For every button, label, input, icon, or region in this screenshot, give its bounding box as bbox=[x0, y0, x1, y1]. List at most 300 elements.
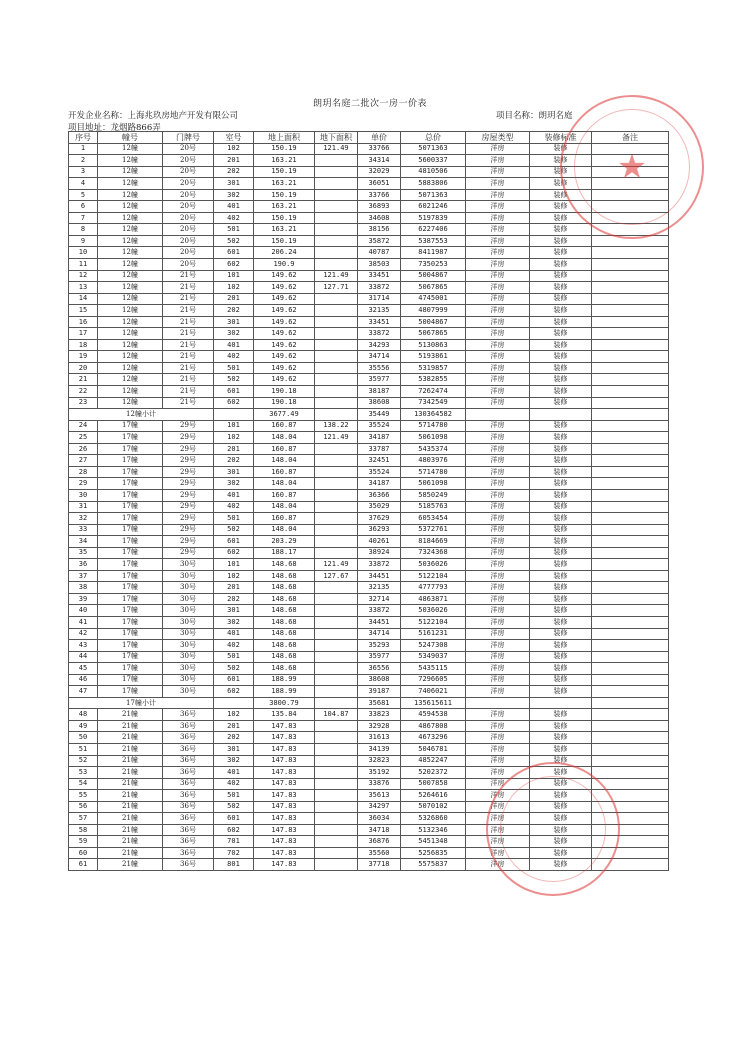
table-cell: 装修 bbox=[530, 362, 592, 374]
table-cell: 148.04 bbox=[254, 432, 315, 444]
table-cell: 36号 bbox=[163, 859, 214, 871]
table-cell bbox=[315, 720, 358, 732]
table-cell: 56 bbox=[69, 801, 98, 813]
table-cell: 21幢 bbox=[98, 767, 163, 779]
table-cell: 401 bbox=[214, 767, 254, 779]
table-cell: 洋房 bbox=[466, 720, 530, 732]
header-cell: 室号 bbox=[214, 132, 254, 144]
table-row bbox=[69, 674, 669, 686]
table-cell: 21幢 bbox=[98, 720, 163, 732]
table-cell bbox=[315, 351, 358, 363]
table-cell: 洋房 bbox=[466, 224, 530, 236]
table-cell bbox=[315, 755, 358, 767]
table-row bbox=[69, 663, 669, 675]
table-cell bbox=[592, 443, 669, 455]
table-cell: 17幢 bbox=[98, 443, 163, 455]
table-cell: 5007858 bbox=[401, 778, 466, 790]
subtotal-cell: 3677.49 bbox=[254, 409, 315, 421]
table-cell bbox=[315, 501, 358, 513]
table-cell: 5575837 bbox=[401, 859, 466, 871]
table-cell: 55 bbox=[69, 790, 98, 802]
table-cell: 57 bbox=[69, 813, 98, 825]
table-cell: 35029 bbox=[358, 501, 401, 513]
table-cell: 147.83 bbox=[254, 847, 315, 859]
table-cell: 洋房 bbox=[466, 166, 530, 178]
table-cell: 装修 bbox=[530, 224, 592, 236]
table-cell: 38924 bbox=[358, 547, 401, 559]
table-cell: 12幢 bbox=[98, 339, 163, 351]
table-cell: 402 bbox=[214, 212, 254, 224]
table-cell: 5185763 bbox=[401, 501, 466, 513]
table-cell: 5435115 bbox=[401, 663, 466, 675]
table-row bbox=[69, 536, 669, 548]
table-cell: 147.83 bbox=[254, 755, 315, 767]
table-cell: 36556 bbox=[358, 663, 401, 675]
table-cell: 36051 bbox=[358, 178, 401, 190]
subtotal-row bbox=[69, 409, 669, 421]
table-cell: 36号 bbox=[163, 732, 214, 744]
table-cell: 4867808 bbox=[401, 720, 466, 732]
table-cell: 147.83 bbox=[254, 720, 315, 732]
table-cell: 洋房 bbox=[466, 790, 530, 802]
table-cell: 12幢 bbox=[98, 397, 163, 409]
table-cell: 装修 bbox=[530, 270, 592, 282]
table-cell: 601 bbox=[214, 674, 254, 686]
table-cell: 装修 bbox=[530, 443, 592, 455]
table-cell: 12幢 bbox=[98, 305, 163, 317]
table-cell bbox=[592, 362, 669, 374]
table-cell bbox=[315, 767, 358, 779]
table-cell bbox=[315, 397, 358, 409]
table-cell bbox=[315, 778, 358, 790]
table-cell: 36号 bbox=[163, 709, 214, 721]
table-cell: 29号 bbox=[163, 547, 214, 559]
table-row bbox=[69, 767, 669, 779]
table-cell: 12幢 bbox=[98, 166, 163, 178]
table-cell: 31 bbox=[69, 501, 98, 513]
table-cell: 5070102 bbox=[401, 801, 466, 813]
table-cell: 装修 bbox=[530, 813, 592, 825]
table-cell bbox=[315, 201, 358, 213]
table-cell: 21幢 bbox=[98, 755, 163, 767]
table-cell: 12幢 bbox=[98, 386, 163, 398]
table-cell: 洋房 bbox=[466, 663, 530, 675]
table-cell: 5130863 bbox=[401, 339, 466, 351]
table-cell bbox=[315, 847, 358, 859]
table-cell: 洋房 bbox=[466, 547, 530, 559]
table-cell: 5071363 bbox=[401, 189, 466, 201]
table-cell: 5122104 bbox=[401, 616, 466, 628]
table-cell: 160.87 bbox=[254, 513, 315, 525]
table-cell: 21幢 bbox=[98, 836, 163, 848]
table-cell: 洋房 bbox=[466, 559, 530, 571]
table-cell: 17 bbox=[69, 328, 98, 340]
table-cell: 101 bbox=[214, 559, 254, 571]
table-cell: 401 bbox=[214, 489, 254, 501]
table-cell: 14 bbox=[69, 293, 98, 305]
header-cell: 备注 bbox=[592, 132, 669, 144]
table-cell bbox=[315, 166, 358, 178]
table-cell: 20号 bbox=[163, 259, 214, 271]
subtotal-cell: 35449 bbox=[358, 409, 401, 421]
table-cell: 33823 bbox=[358, 709, 401, 721]
table-cell bbox=[592, 489, 669, 501]
table-cell: 装修 bbox=[530, 201, 592, 213]
table-cell: 2 bbox=[69, 155, 98, 167]
subtotal-cell: 35681 bbox=[358, 697, 401, 709]
table-cell: 35524 bbox=[358, 466, 401, 478]
header-cell: 总价 bbox=[401, 132, 466, 144]
table-cell: 17幢 bbox=[98, 420, 163, 432]
table-cell bbox=[592, 570, 669, 582]
table-cell: 301 bbox=[214, 466, 254, 478]
table-cell: 5435374 bbox=[401, 443, 466, 455]
table-cell: 102 bbox=[214, 570, 254, 582]
table-cell bbox=[592, 420, 669, 432]
table-cell: 36号 bbox=[163, 743, 214, 755]
table-cell: 148.04 bbox=[254, 455, 315, 467]
table-cell: 装修 bbox=[530, 720, 592, 732]
table-cell: 147.83 bbox=[254, 743, 315, 755]
table-cell: 36293 bbox=[358, 524, 401, 536]
table-cell: 17幢 bbox=[98, 663, 163, 675]
table-cell: 洋房 bbox=[466, 605, 530, 617]
table-cell: 121.49 bbox=[315, 559, 358, 571]
table-cell: 20 bbox=[69, 362, 98, 374]
table-cell bbox=[315, 651, 358, 663]
table-cell: 17幢 bbox=[98, 466, 163, 478]
table-cell: 25 bbox=[69, 432, 98, 444]
table-cell: 7262474 bbox=[401, 386, 466, 398]
table-cell: 32928 bbox=[358, 720, 401, 732]
table-cell: 127.71 bbox=[315, 282, 358, 294]
table-cell: 21幢 bbox=[98, 709, 163, 721]
table-cell: 5036026 bbox=[401, 605, 466, 617]
table-cell: 装修 bbox=[530, 420, 592, 432]
table-cell: 150.19 bbox=[254, 235, 315, 247]
table-cell: 装修 bbox=[530, 547, 592, 559]
table-cell: 206.24 bbox=[254, 247, 315, 259]
table-cell bbox=[592, 824, 669, 836]
table-cell: 602 bbox=[214, 547, 254, 559]
table-cell: 装修 bbox=[530, 732, 592, 744]
table-cell: 12幢 bbox=[98, 282, 163, 294]
table-cell: 148.68 bbox=[254, 628, 315, 640]
table-cell: 12幢 bbox=[98, 189, 163, 201]
table-cell: 装修 bbox=[530, 386, 592, 398]
table-cell: 7296605 bbox=[401, 674, 466, 686]
table-cell: 602 bbox=[214, 397, 254, 409]
table-cell: 32029 bbox=[358, 166, 401, 178]
table-cell: 5202372 bbox=[401, 767, 466, 779]
table-cell: 8184669 bbox=[401, 536, 466, 548]
table-cell: 4777793 bbox=[401, 582, 466, 594]
table-cell: 5382855 bbox=[401, 374, 466, 386]
table-cell: 190.18 bbox=[254, 386, 315, 398]
table-cell bbox=[592, 559, 669, 571]
table-cell: 101 bbox=[214, 420, 254, 432]
table-cell bbox=[592, 743, 669, 755]
table-row bbox=[69, 224, 669, 236]
table-cell bbox=[592, 293, 669, 305]
table-cell: 洋房 bbox=[466, 328, 530, 340]
table-cell: 30号 bbox=[163, 559, 214, 571]
table-cell bbox=[315, 686, 358, 698]
table-cell: 洋房 bbox=[466, 443, 530, 455]
subtotal-cell: 12幢小计 bbox=[69, 409, 214, 421]
table-cell: 150.19 bbox=[254, 143, 315, 155]
table-cell: 装修 bbox=[530, 189, 592, 201]
table-cell: 21 bbox=[69, 374, 98, 386]
table-cell bbox=[592, 524, 669, 536]
table-cell bbox=[315, 547, 358, 559]
table-cell bbox=[592, 166, 669, 178]
table-cell bbox=[592, 801, 669, 813]
header-cell: 单价 bbox=[358, 132, 401, 144]
table-cell: 21号 bbox=[163, 293, 214, 305]
table-cell: 31613 bbox=[358, 732, 401, 744]
table-cell: 53 bbox=[69, 767, 98, 779]
table-cell: 17幢 bbox=[98, 559, 163, 571]
table-cell bbox=[592, 235, 669, 247]
table-cell: 9 bbox=[69, 235, 98, 247]
table-cell bbox=[315, 443, 358, 455]
table-cell: 洋房 bbox=[466, 513, 530, 525]
table-cell: 21号 bbox=[163, 316, 214, 328]
header-cell: 序号 bbox=[69, 132, 98, 144]
table-cell: 12幢 bbox=[98, 143, 163, 155]
table-cell: 38 bbox=[69, 582, 98, 594]
table-cell: 35613 bbox=[358, 790, 401, 802]
table-cell: 5247308 bbox=[401, 640, 466, 652]
table-cell: 21幢 bbox=[98, 813, 163, 825]
table-cell: 148.68 bbox=[254, 570, 315, 582]
table-cell: 17幢 bbox=[98, 570, 163, 582]
table-row bbox=[69, 212, 669, 224]
table-cell bbox=[315, 593, 358, 605]
table-cell: 洋房 bbox=[466, 432, 530, 444]
table-cell: 21幢 bbox=[98, 801, 163, 813]
table-cell: 10 bbox=[69, 247, 98, 259]
table-cell: 装修 bbox=[530, 616, 592, 628]
table-cell: 洋房 bbox=[466, 201, 530, 213]
table-cell: 洋房 bbox=[466, 455, 530, 467]
table-cell: 701 bbox=[214, 836, 254, 848]
table-cell bbox=[592, 778, 669, 790]
table-cell: 602 bbox=[214, 686, 254, 698]
table-cell: 洋房 bbox=[466, 767, 530, 779]
table-cell: 装修 bbox=[530, 155, 592, 167]
table-row bbox=[69, 293, 669, 305]
table-cell bbox=[592, 178, 669, 190]
table-cell: 5 bbox=[69, 189, 98, 201]
table-cell bbox=[592, 316, 669, 328]
table-cell: 洋房 bbox=[466, 466, 530, 478]
table-cell: 33 bbox=[69, 524, 98, 536]
table-cell: 121.49 bbox=[315, 270, 358, 282]
table-cell: 6021246 bbox=[401, 201, 466, 213]
table-cell bbox=[315, 836, 358, 848]
table-cell: 5372761 bbox=[401, 524, 466, 536]
table-row bbox=[69, 559, 669, 571]
table-cell: 4594538 bbox=[401, 709, 466, 721]
table-cell bbox=[315, 178, 358, 190]
table-cell: 21号 bbox=[163, 397, 214, 409]
table-cell: 36号 bbox=[163, 824, 214, 836]
table-row bbox=[69, 432, 669, 444]
table-cell: 30 bbox=[69, 489, 98, 501]
table-cell: 33451 bbox=[358, 316, 401, 328]
table-cell: 201 bbox=[214, 720, 254, 732]
table-cell: 32 bbox=[69, 513, 98, 525]
table-cell: 34187 bbox=[358, 432, 401, 444]
table-cell: 36893 bbox=[358, 201, 401, 213]
table-cell bbox=[592, 859, 669, 871]
table-cell: 40 bbox=[69, 605, 98, 617]
table-cell: 5451348 bbox=[401, 836, 466, 848]
table-cell bbox=[592, 351, 669, 363]
table-cell: 5122104 bbox=[401, 570, 466, 582]
table-row bbox=[69, 790, 669, 802]
table-cell bbox=[592, 836, 669, 848]
table-cell: 201 bbox=[214, 155, 254, 167]
table-cell: 163.21 bbox=[254, 224, 315, 236]
table-cell bbox=[592, 386, 669, 398]
table-cell: 1 bbox=[69, 143, 98, 155]
table-cell bbox=[592, 732, 669, 744]
table-cell bbox=[592, 259, 669, 271]
table-cell: 5061098 bbox=[401, 432, 466, 444]
table-cell: 201 bbox=[214, 443, 254, 455]
table-cell: 127.67 bbox=[315, 570, 358, 582]
table-cell: 洋房 bbox=[466, 743, 530, 755]
table-cell bbox=[315, 189, 358, 201]
table-cell: 装修 bbox=[530, 351, 592, 363]
table-cell: 30号 bbox=[163, 570, 214, 582]
subtotal-cell bbox=[466, 697, 530, 709]
table-row bbox=[69, 351, 669, 363]
table-row bbox=[69, 801, 669, 813]
project-name-line: 项目名称：朗玥名庭 bbox=[496, 111, 573, 121]
table-cell: 188.99 bbox=[254, 686, 315, 698]
table-row bbox=[69, 720, 669, 732]
table-cell: 装修 bbox=[530, 293, 592, 305]
table-row bbox=[69, 547, 669, 559]
table-cell bbox=[592, 720, 669, 732]
table-cell: 188.99 bbox=[254, 674, 315, 686]
table-cell bbox=[315, 455, 358, 467]
header-cell: 地下面积 bbox=[315, 132, 358, 144]
table-cell: 35977 bbox=[358, 374, 401, 386]
table-cell: 12幢 bbox=[98, 316, 163, 328]
table-cell: 洋房 bbox=[466, 178, 530, 190]
table-cell bbox=[592, 432, 669, 444]
subtotal-cell: 130364582 bbox=[401, 409, 466, 421]
table-cell bbox=[592, 616, 669, 628]
table-cell: 147.83 bbox=[254, 836, 315, 848]
table-cell: 502 bbox=[214, 663, 254, 675]
table-cell: 33876 bbox=[358, 778, 401, 790]
table-cell: 148.04 bbox=[254, 524, 315, 536]
table-cell: 20号 bbox=[163, 143, 214, 155]
table-cell: 洋房 bbox=[466, 478, 530, 490]
table-cell: 18 bbox=[69, 339, 98, 351]
table-cell: 装修 bbox=[530, 466, 592, 478]
table-cell: 150.19 bbox=[254, 166, 315, 178]
table-cell: 147.83 bbox=[254, 778, 315, 790]
table-cell: 147.83 bbox=[254, 813, 315, 825]
table-cell: 40787 bbox=[358, 247, 401, 259]
table-cell: 302 bbox=[214, 755, 254, 767]
table-cell: 44 bbox=[69, 651, 98, 663]
table-cell bbox=[315, 640, 358, 652]
table-cell: 29号 bbox=[163, 524, 214, 536]
table-cell: 装修 bbox=[530, 559, 592, 571]
table-cell: 35192 bbox=[358, 767, 401, 779]
table-cell: 301 bbox=[214, 605, 254, 617]
table-cell: 104.87 bbox=[315, 709, 358, 721]
table-cell: 4803976 bbox=[401, 455, 466, 467]
table-row bbox=[69, 339, 669, 351]
table-cell: 30号 bbox=[163, 674, 214, 686]
table-cell: 138.22 bbox=[315, 420, 358, 432]
table-cell bbox=[592, 582, 669, 594]
table-cell bbox=[592, 270, 669, 282]
table-cell: 12幢 bbox=[98, 155, 163, 167]
table-cell: 洋房 bbox=[466, 501, 530, 513]
table-cell: 54 bbox=[69, 778, 98, 790]
table-cell: 5264616 bbox=[401, 790, 466, 802]
table-cell: 30号 bbox=[163, 651, 214, 663]
table-cell: 装修 bbox=[530, 582, 592, 594]
table-cell: 34608 bbox=[358, 212, 401, 224]
table-cell: 装修 bbox=[530, 859, 592, 871]
table-cell: 38156 bbox=[358, 224, 401, 236]
table-cell: 149.62 bbox=[254, 282, 315, 294]
table-cell: 5714780 bbox=[401, 420, 466, 432]
table-cell: 洋房 bbox=[466, 582, 530, 594]
table-cell: 35 bbox=[69, 547, 98, 559]
table-cell bbox=[315, 466, 358, 478]
table-cell: 洋房 bbox=[466, 628, 530, 640]
table-cell: 502 bbox=[214, 524, 254, 536]
table-cell: 装修 bbox=[530, 259, 592, 271]
table-cell bbox=[592, 282, 669, 294]
table-cell: 34714 bbox=[358, 351, 401, 363]
table-row bbox=[69, 328, 669, 340]
table-cell: 36号 bbox=[163, 836, 214, 848]
table-cell: 148.68 bbox=[254, 616, 315, 628]
table-row bbox=[69, 824, 669, 836]
table-cell: 20号 bbox=[163, 155, 214, 167]
table-cell: 30号 bbox=[163, 628, 214, 640]
table-cell: 149.62 bbox=[254, 374, 315, 386]
table-cell: 洋房 bbox=[466, 189, 530, 201]
table-row bbox=[69, 813, 669, 825]
table-cell: 洋房 bbox=[466, 489, 530, 501]
table-cell: 160.87 bbox=[254, 443, 315, 455]
table-cell: 501 bbox=[214, 790, 254, 802]
table-cell: 301 bbox=[214, 743, 254, 755]
table-cell bbox=[592, 847, 669, 859]
table-cell: 35524 bbox=[358, 420, 401, 432]
subtotal-cell: 135615611 bbox=[401, 697, 466, 709]
table-cell: 洋房 bbox=[466, 593, 530, 605]
table-cell: 502 bbox=[214, 801, 254, 813]
table-row bbox=[69, 305, 669, 317]
table-cell: 7 bbox=[69, 212, 98, 224]
table-cell bbox=[592, 143, 669, 155]
